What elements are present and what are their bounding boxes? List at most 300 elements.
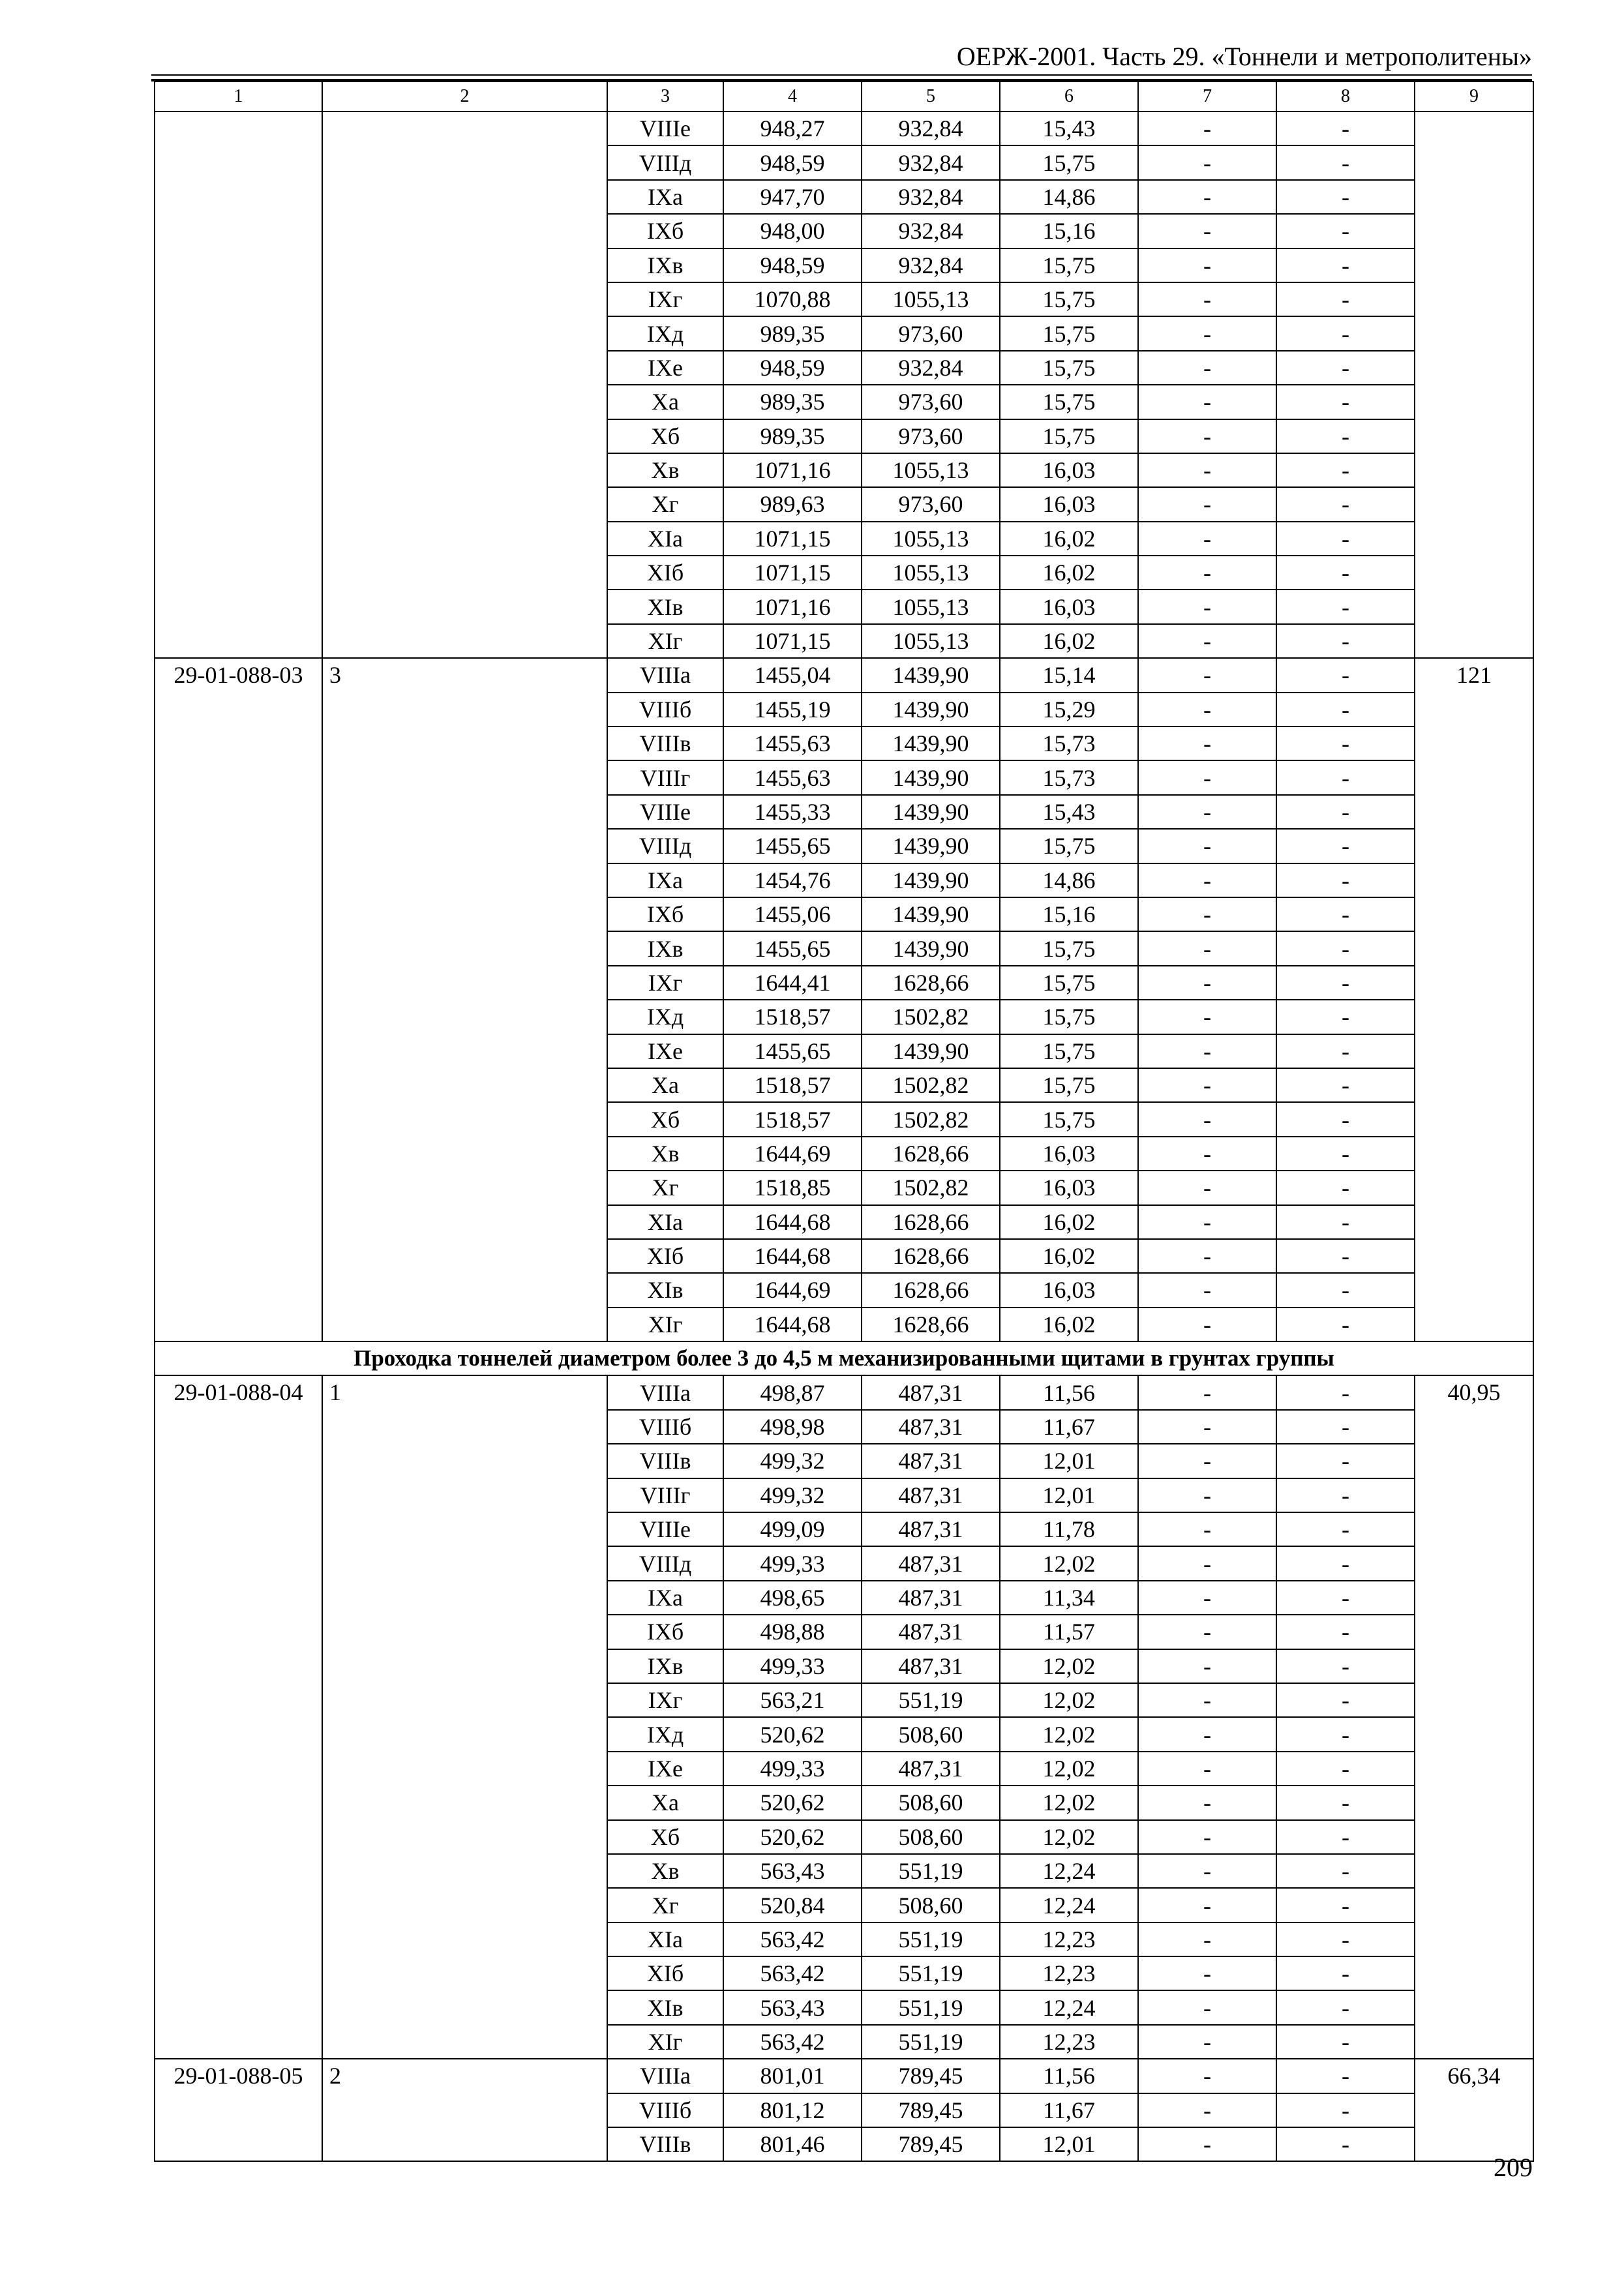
table-cell: 1055,13: [862, 282, 1000, 316]
table-cell: VIIIе: [607, 112, 723, 145]
table-cell: -: [1138, 419, 1276, 453]
table-cell: -: [1276, 180, 1415, 214]
table-cell: -: [1138, 1000, 1276, 1034]
table-cell: -: [1276, 1239, 1415, 1273]
table-cell: 508,60: [862, 1786, 1000, 1819]
table-cell: 12,02: [1000, 1649, 1138, 1683]
table-cell: -: [1138, 726, 1276, 760]
table-cell: -: [1138, 1205, 1276, 1239]
table-cell: 499,33: [723, 1752, 862, 1786]
table-cell: XIа: [607, 522, 723, 556]
table-cell: -: [1276, 1615, 1415, 1649]
table-cell: IXд: [607, 1000, 723, 1034]
column-number: 5: [862, 82, 1000, 112]
table-cell: -: [1138, 180, 1276, 214]
table-cell: 1071,16: [723, 590, 862, 623]
table-cell: 498,98: [723, 1410, 862, 1444]
table-cell: -: [1138, 1410, 1276, 1444]
column-number: 8: [1276, 82, 1415, 112]
table-cell: VIIIв: [607, 1444, 723, 1478]
table-cell: XIб: [607, 1239, 723, 1273]
table-cell: 551,19: [862, 1854, 1000, 1888]
rate-total: 121: [1415, 658, 1533, 1341]
table-cell: -: [1138, 1308, 1276, 1341]
table-cell: 801,12: [723, 2093, 862, 2127]
table-cell: 1628,66: [862, 1205, 1000, 1239]
table-cell: 948,00: [723, 214, 862, 248]
table-cell: -: [1138, 112, 1276, 145]
table-cell: -: [1138, 2025, 1276, 2059]
rate-total: [1415, 112, 1533, 658]
rate-code: 29-01-088-03: [155, 658, 322, 1341]
rate-quantity: [322, 112, 607, 658]
table-cell: 12,02: [1000, 1786, 1138, 1819]
table-cell: 551,19: [862, 1922, 1000, 1956]
table-cell: 12,01: [1000, 2127, 1138, 2161]
table-cell: -: [1276, 760, 1415, 794]
table-cell: -: [1138, 897, 1276, 931]
table-cell: VIIIа: [607, 1375, 723, 1409]
table-cell: -: [1276, 248, 1415, 282]
column-number: 4: [723, 82, 862, 112]
table-cell: 487,31: [862, 1546, 1000, 1580]
table-cell: 12,01: [1000, 1478, 1138, 1512]
table-cell: -: [1276, 1375, 1415, 1409]
table-cell: -: [1138, 1786, 1276, 1819]
table-cell: 1439,90: [862, 1034, 1000, 1068]
document-header: ОЕРЖ-2001. Часть 29. «Тоннели и метрополитены»: [956, 42, 1532, 71]
table-cell: Xа: [607, 1068, 723, 1102]
table-cell: Xб: [607, 1820, 723, 1854]
table-cell: -: [1138, 1581, 1276, 1615]
section-title-row: [155, 1341, 1533, 1375]
table-cell: VIIIв: [607, 2127, 723, 2161]
table-cell: 487,31: [862, 1752, 1000, 1786]
table-cell: 1055,13: [862, 453, 1000, 487]
table-cell: 15,75: [1000, 419, 1138, 453]
table-cell: XIв: [607, 1273, 723, 1307]
table-cell: -: [1138, 795, 1276, 829]
table-cell: 1628,66: [862, 1273, 1000, 1307]
table-cell: IXг: [607, 966, 723, 1000]
table-cell: 16,02: [1000, 556, 1138, 590]
table-cell: -: [1138, 590, 1276, 623]
table-cell: VIIIб: [607, 2093, 723, 2127]
table-cell: -: [1276, 1512, 1415, 1546]
table-cell: 11,67: [1000, 2093, 1138, 2127]
table-cell: -: [1276, 2127, 1415, 2161]
table-cell: 487,31: [862, 1410, 1000, 1444]
table-cell: -: [1276, 897, 1415, 931]
table-cell: -: [1276, 1581, 1415, 1615]
rate-code: [155, 112, 322, 658]
table-cell: XIв: [607, 590, 723, 623]
table-cell: 15,16: [1000, 214, 1138, 248]
table-cell: -: [1276, 453, 1415, 487]
table-cell: 487,31: [862, 1649, 1000, 1683]
table-cell: -: [1138, 829, 1276, 863]
table-cell: 14,86: [1000, 863, 1138, 897]
table-cell: -: [1138, 760, 1276, 794]
table-row: [155, 112, 1533, 145]
table-cell: VIIIб: [607, 693, 723, 726]
table-cell: 948,59: [723, 145, 862, 179]
table-cell: 1502,82: [862, 1068, 1000, 1102]
table-cell: Xг: [607, 1888, 723, 1922]
table-cell: 15,75: [1000, 966, 1138, 1000]
table-cell: VIIIг: [607, 760, 723, 794]
table-cell: -: [1138, 316, 1276, 350]
table-cell: IXв: [607, 248, 723, 282]
table-cell: 1518,57: [723, 1102, 862, 1136]
table-cell: -: [1138, 1171, 1276, 1204]
table-cell: 1070,88: [723, 282, 862, 316]
table-cell: -: [1276, 931, 1415, 965]
table-cell: IXг: [607, 282, 723, 316]
table-cell: 16,03: [1000, 453, 1138, 487]
table-cell: -: [1138, 966, 1276, 1000]
table-cell: Xв: [607, 1854, 723, 1888]
table-cell: -: [1276, 863, 1415, 897]
table-cell: -: [1138, 1615, 1276, 1649]
table-cell: -: [1276, 1956, 1415, 1990]
table-cell: -: [1276, 487, 1415, 521]
table-cell: 16,02: [1000, 1205, 1138, 1239]
table-cell: -: [1276, 1410, 1415, 1444]
table-cell: Xг: [607, 487, 723, 521]
table-cell: -: [1138, 693, 1276, 726]
table-cell: 508,60: [862, 1717, 1000, 1751]
table-cell: 1454,76: [723, 863, 862, 897]
table-cell: -: [1138, 1683, 1276, 1717]
table-cell: 789,45: [862, 2127, 1000, 2161]
table-cell: 563,42: [723, 1956, 862, 1990]
table-cell: -: [1138, 2127, 1276, 2161]
column-number: 3: [607, 82, 723, 112]
table-cell: 1644,69: [723, 1137, 862, 1171]
table-cell: IXа: [607, 180, 723, 214]
table-cell: VIIIе: [607, 1512, 723, 1546]
table-cell: IXг: [607, 1683, 723, 1717]
table-cell: -: [1138, 658, 1276, 692]
table-cell: 12,23: [1000, 1922, 1138, 1956]
table-cell: 16,02: [1000, 624, 1138, 658]
table-cell: 11,78: [1000, 1512, 1138, 1546]
table-cell: VIIIд: [607, 1546, 723, 1580]
table-cell: 801,01: [723, 2059, 862, 2093]
table-cell: VIIIг: [607, 1478, 723, 1512]
table-cell: -: [1276, 966, 1415, 1000]
table-cell: IXб: [607, 1615, 723, 1649]
header-rule: [151, 74, 1532, 76]
table-cell: -: [1276, 1068, 1415, 1102]
table-cell: -: [1276, 726, 1415, 760]
table-cell: VIIIа: [607, 2059, 723, 2093]
table-cell: 11,67: [1000, 1410, 1138, 1444]
table-cell: XIа: [607, 1922, 723, 1956]
table-cell: 1644,41: [723, 966, 862, 1000]
table-cell: 16,03: [1000, 1273, 1138, 1307]
table-cell: 499,33: [723, 1546, 862, 1580]
table-cell: 932,84: [862, 214, 1000, 248]
table-cell: -: [1138, 1752, 1276, 1786]
table-cell: 1455,06: [723, 897, 862, 931]
table-cell: IXа: [607, 1581, 723, 1615]
table-cell: -: [1138, 145, 1276, 179]
table-cell: 15,75: [1000, 248, 1138, 282]
table-cell: 932,84: [862, 145, 1000, 179]
table-cell: 15,14: [1000, 658, 1138, 692]
table-cell: VIIIе: [607, 795, 723, 829]
table-cell: 498,65: [723, 1581, 862, 1615]
table-cell: -: [1276, 1922, 1415, 1956]
table-cell: 1502,82: [862, 1171, 1000, 1204]
table-cell: 1518,85: [723, 1171, 862, 1204]
section-title: Проходка тоннелей диаметром более 3 до 4,5 м механизированными щитами в грунтах группы: [155, 1341, 1533, 1375]
table-cell: -: [1276, 693, 1415, 726]
table-cell: 15,29: [1000, 693, 1138, 726]
table-cell: IXб: [607, 214, 723, 248]
table-cell: IXе: [607, 1752, 723, 1786]
table-cell: VIIIб: [607, 1410, 723, 1444]
table-cell: 11,34: [1000, 1581, 1138, 1615]
table-cell: 1628,66: [862, 1239, 1000, 1273]
table-cell: 989,35: [723, 419, 862, 453]
table-cell: -: [1138, 1512, 1276, 1546]
table-cell: 487,31: [862, 1444, 1000, 1478]
rate-quantity: 1: [322, 1375, 607, 2059]
table-cell: -: [1276, 1546, 1415, 1580]
table-cell: 1502,82: [862, 1000, 1000, 1034]
table-cell: 14,86: [1000, 180, 1138, 214]
table-cell: 932,84: [862, 351, 1000, 385]
table-cell: 508,60: [862, 1888, 1000, 1922]
table-cell: 16,02: [1000, 1308, 1138, 1341]
table-cell: 1071,15: [723, 624, 862, 658]
rate-total: 66,34: [1415, 2059, 1533, 2161]
table-cell: 947,70: [723, 180, 862, 214]
table-cell: XIг: [607, 1308, 723, 1341]
table-cell: 973,60: [862, 385, 1000, 419]
table-cell: 1439,90: [862, 897, 1000, 931]
table-cell: -: [1276, 1308, 1415, 1341]
table-cell: -: [1138, 1820, 1276, 1854]
table-cell: 1644,69: [723, 1273, 862, 1307]
column-number: 6: [1000, 82, 1138, 112]
table-cell: -: [1138, 1273, 1276, 1307]
table-cell: VIIIа: [607, 658, 723, 692]
table-cell: 1439,90: [862, 693, 1000, 726]
table-cell: -: [1138, 2059, 1276, 2093]
table-cell: -: [1276, 351, 1415, 385]
table-cell: 15,75: [1000, 316, 1138, 350]
table-cell: -: [1276, 1137, 1415, 1171]
table-cell: 16,03: [1000, 1137, 1138, 1171]
table-cell: -: [1276, 795, 1415, 829]
table-cell: 973,60: [862, 487, 1000, 521]
rates-table: [154, 81, 1534, 2162]
table-cell: -: [1276, 1171, 1415, 1204]
table-cell: 15,75: [1000, 1000, 1138, 1034]
table-cell: IXд: [607, 316, 723, 350]
table-cell: 1439,90: [862, 829, 1000, 863]
table-cell: 15,43: [1000, 112, 1138, 145]
table-cell: 1055,13: [862, 624, 1000, 658]
table-cell: 499,09: [723, 1512, 862, 1546]
table-cell: 1071,15: [723, 522, 862, 556]
table-cell: -: [1276, 145, 1415, 179]
table-cell: -: [1138, 385, 1276, 419]
table-cell: -: [1276, 1752, 1415, 1786]
table-cell: 11,57: [1000, 1615, 1138, 1649]
table-cell: VIIIв: [607, 726, 723, 760]
table-cell: 15,75: [1000, 1068, 1138, 1102]
table-cell: 1055,13: [862, 590, 1000, 623]
table-cell: -: [1138, 1990, 1276, 2024]
table-cell: -: [1138, 487, 1276, 521]
table-cell: Xг: [607, 1171, 723, 1204]
table-cell: -: [1276, 624, 1415, 658]
table-cell: 1439,90: [862, 863, 1000, 897]
table-cell: 508,60: [862, 1820, 1000, 1854]
table-cell: 563,43: [723, 1990, 862, 2024]
table-cell: -: [1138, 214, 1276, 248]
table-cell: 801,46: [723, 2127, 862, 2161]
table-cell: -: [1138, 1239, 1276, 1273]
table-cell: -: [1138, 1478, 1276, 1512]
table-cell: -: [1276, 112, 1415, 145]
table-cell: 11,56: [1000, 1375, 1138, 1409]
table-cell: -: [1138, 453, 1276, 487]
table-cell: 1455,33: [723, 795, 862, 829]
table-cell: 15,73: [1000, 726, 1138, 760]
table-cell: IXд: [607, 1717, 723, 1751]
table-cell: -: [1138, 1034, 1276, 1068]
table-cell: 1455,65: [723, 829, 862, 863]
table-cell: 16,03: [1000, 487, 1138, 521]
table-cell: 16,02: [1000, 1239, 1138, 1273]
table-cell: 973,60: [862, 419, 1000, 453]
table-cell: 932,84: [862, 112, 1000, 145]
table-cell: -: [1138, 1956, 1276, 1990]
table-cell: 563,42: [723, 2025, 862, 2059]
table-cell: 15,73: [1000, 760, 1138, 794]
table-cell: 12,02: [1000, 1546, 1138, 1580]
table-cell: 15,75: [1000, 829, 1138, 863]
table-cell: 1518,57: [723, 1068, 862, 1102]
table-cell: -: [1138, 282, 1276, 316]
table-cell: 1439,90: [862, 795, 1000, 829]
table-cell: -: [1276, 556, 1415, 590]
table-cell: 1455,04: [723, 658, 862, 692]
table-cell: XIв: [607, 1990, 723, 2024]
table-cell: IXа: [607, 863, 723, 897]
table-cell: 1439,90: [862, 760, 1000, 794]
column-number: 2: [322, 82, 607, 112]
table-cell: 1455,65: [723, 1034, 862, 1068]
table-cell: 12,02: [1000, 1683, 1138, 1717]
table-cell: -: [1138, 1546, 1276, 1580]
table-cell: -: [1276, 1717, 1415, 1751]
table-cell: -: [1276, 1273, 1415, 1307]
table-cell: -: [1276, 1649, 1415, 1683]
column-number-row: [155, 82, 1533, 112]
table-cell: -: [1276, 658, 1415, 692]
table-cell: 1455,19: [723, 693, 862, 726]
table-cell: 16,03: [1000, 1171, 1138, 1204]
table-cell: 948,27: [723, 112, 862, 145]
table-cell: 932,84: [862, 248, 1000, 282]
table-cell: Xб: [607, 1102, 723, 1136]
table-cell: 973,60: [862, 316, 1000, 350]
table-row: [155, 658, 1533, 692]
table-cell: 487,31: [862, 1375, 1000, 1409]
table-cell: Xа: [607, 1786, 723, 1819]
table-cell: 932,84: [862, 180, 1000, 214]
table-cell: 1055,13: [862, 522, 1000, 556]
table-cell: 15,75: [1000, 931, 1138, 965]
table-cell: 498,88: [723, 1615, 862, 1649]
table-cell: -: [1276, 1444, 1415, 1478]
table-cell: IXе: [607, 1034, 723, 1068]
table-row: [155, 2059, 1533, 2093]
table-cell: XIг: [607, 624, 723, 658]
table-cell: -: [1138, 931, 1276, 965]
table-cell: 1055,13: [862, 556, 1000, 590]
table-cell: 12,01: [1000, 1444, 1138, 1478]
table-cell: IXе: [607, 351, 723, 385]
table-cell: -: [1138, 1068, 1276, 1102]
table-cell: -: [1138, 863, 1276, 897]
table-cell: -: [1276, 1990, 1415, 2024]
table-cell: -: [1276, 1102, 1415, 1136]
table-cell: -: [1138, 1102, 1276, 1136]
table-cell: IXв: [607, 931, 723, 965]
table-cell: -: [1276, 419, 1415, 453]
table-cell: -: [1138, 1444, 1276, 1478]
table-cell: 520,84: [723, 1888, 862, 1922]
table-cell: -: [1276, 1000, 1415, 1034]
table-cell: -: [1276, 282, 1415, 316]
table-cell: 15,75: [1000, 385, 1138, 419]
table-cell: -: [1276, 385, 1415, 419]
table-cell: 551,19: [862, 1683, 1000, 1717]
table-cell: 1628,66: [862, 966, 1000, 1000]
table-cell: 948,59: [723, 351, 862, 385]
table-cell: 12,02: [1000, 1820, 1138, 1854]
table-cell: 1644,68: [723, 1205, 862, 1239]
table-cell: 15,75: [1000, 1102, 1138, 1136]
table-cell: 487,31: [862, 1478, 1000, 1512]
table-cell: 16,03: [1000, 590, 1138, 623]
table-cell: 520,62: [723, 1820, 862, 1854]
rate-quantity: 2: [322, 2059, 607, 2161]
table-cell: -: [1276, 1854, 1415, 1888]
table-cell: 1455,65: [723, 931, 862, 965]
table-cell: -: [1138, 1854, 1276, 1888]
rate-code: 29-01-088-04: [155, 1375, 322, 2059]
table-cell: 16,02: [1000, 522, 1138, 556]
table-cell: 520,62: [723, 1786, 862, 1819]
table-cell: 563,42: [723, 1922, 862, 1956]
table-cell: -: [1138, 1922, 1276, 1956]
table-cell: -: [1138, 1888, 1276, 1922]
table-cell: -: [1276, 1820, 1415, 1854]
column-number: 7: [1138, 82, 1276, 112]
table-cell: 1644,68: [723, 1239, 862, 1273]
table-cell: 12,24: [1000, 1854, 1138, 1888]
table-cell: 989,63: [723, 487, 862, 521]
